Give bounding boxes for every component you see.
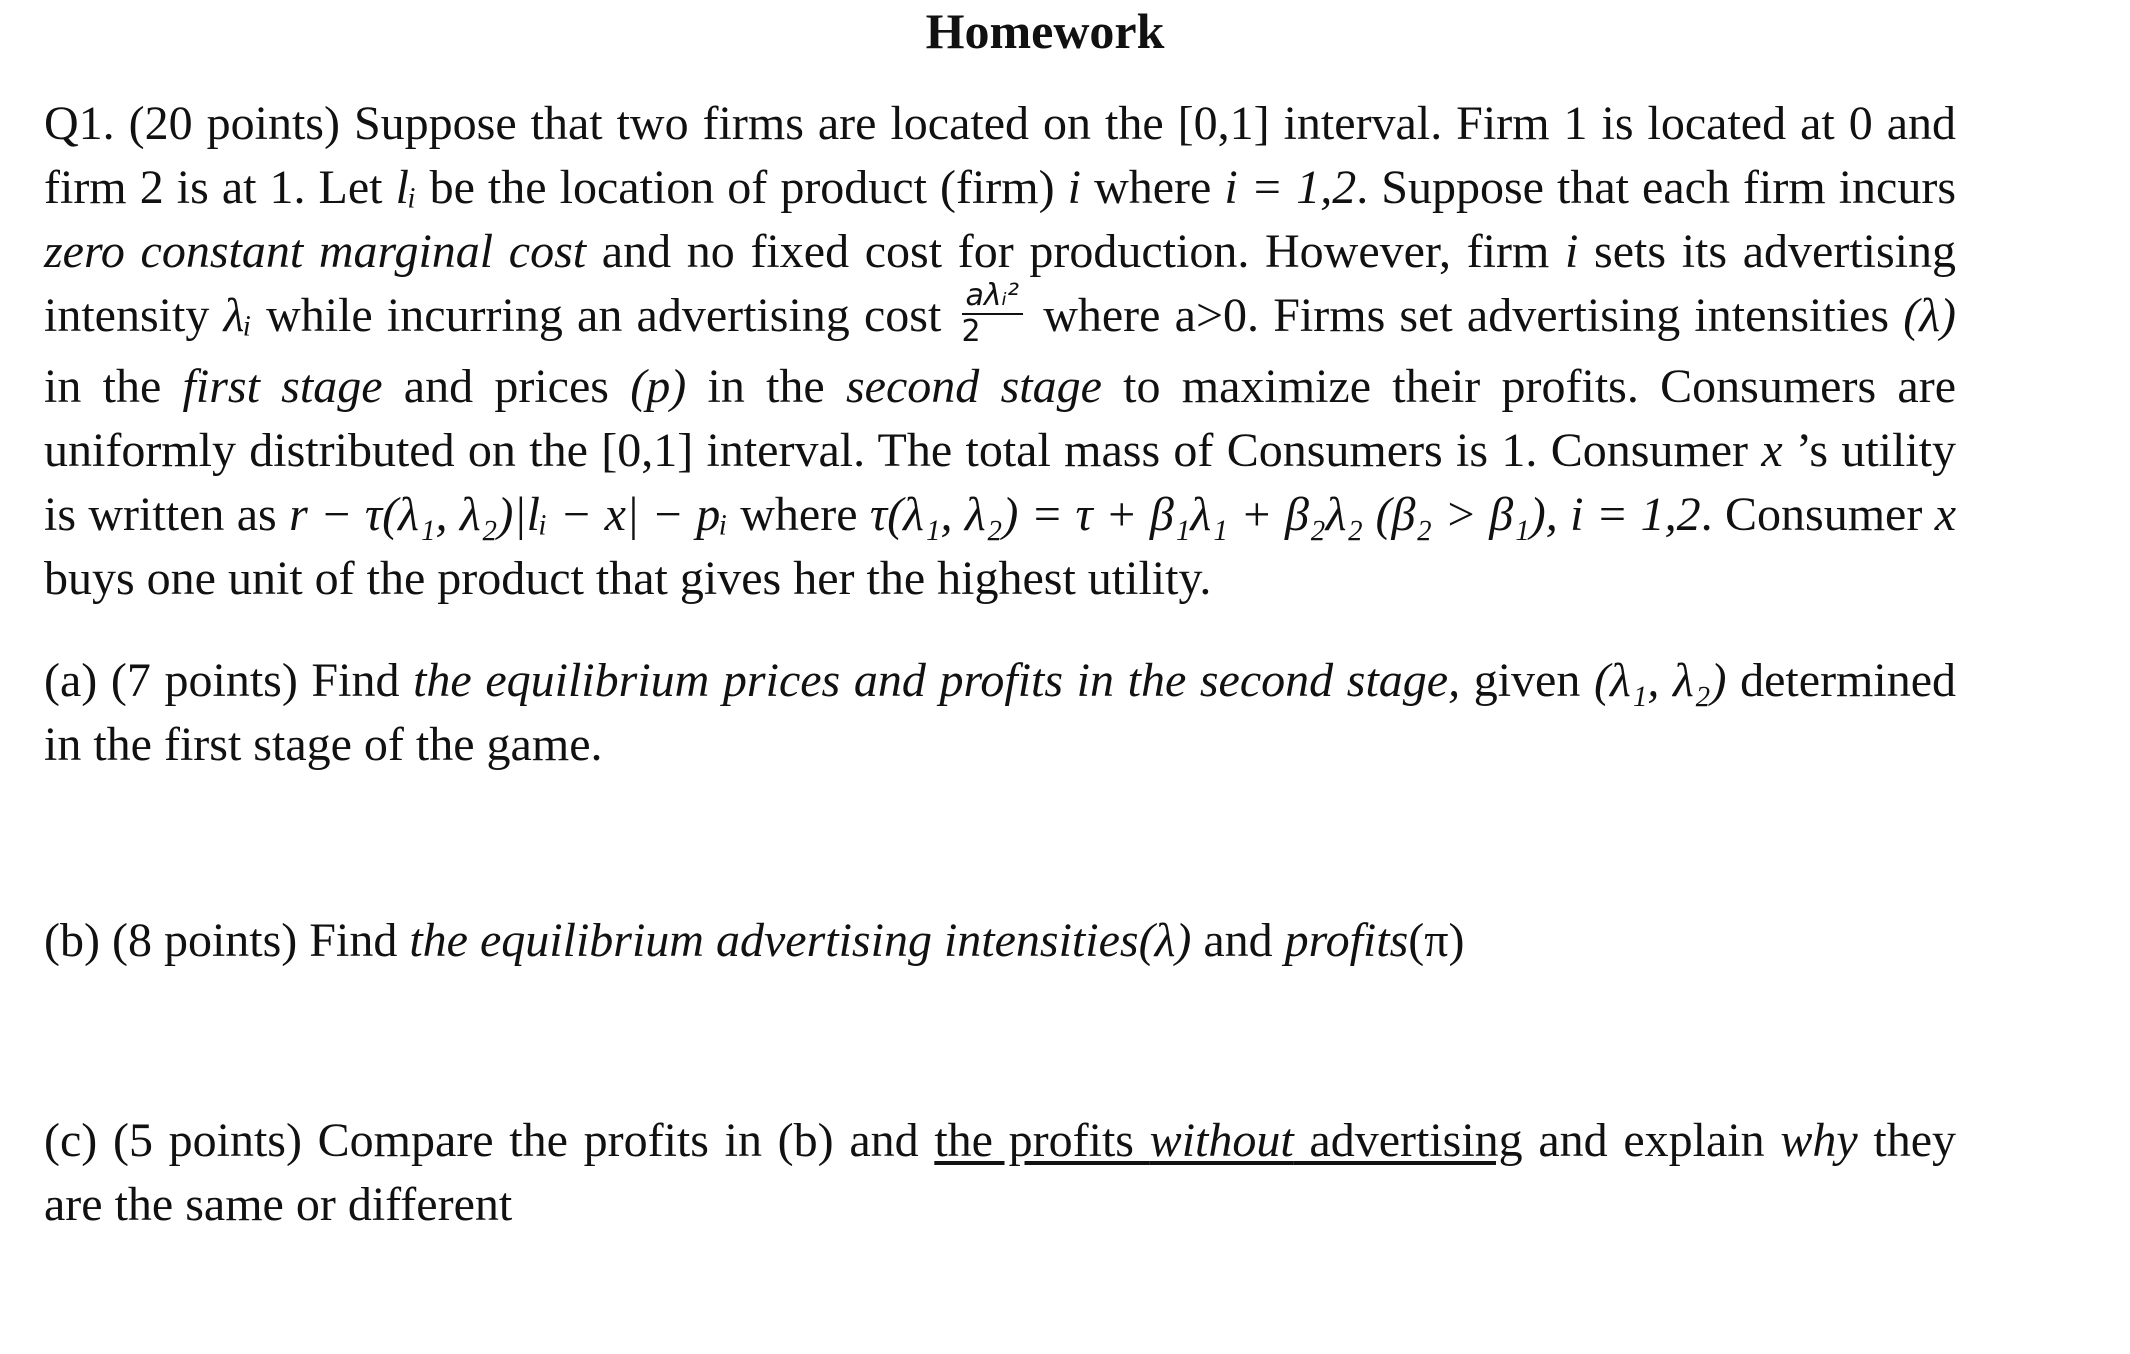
- page-title: Homework: [925, 3, 1165, 59]
- part-a: (a) (7 points) Find the equilibrium prices and profits in the second stage, given (λ₁, λ₂) determined in the first stage of the game.: [44, 653, 1957, 771]
- advertising-cost-fraction: $\frac{\text{aλᵢ²}}{2}$: [962, 279, 1024, 349]
- utility-formula: r − τ(λ₁, λ₂)|lᵢ − x| − pᵢ: [289, 487, 728, 541]
- part-b: (b) (8 points) Find the equilibrium advertising intensities(λ) and profits(π): [44, 913, 1465, 967]
- homework-page: [44, 0, 1956, 1237]
- underlined-phrase: the profits without advertising: [934, 1113, 1523, 1167]
- question-1: Q1. (20 points) Suppose that two firms are located on the [0,1] interval. Firm 1 is located at 0 and firm 2 is at 1. Let lᵢ be the location of product (firm) i where i = 1,2. Suppose that each firm incurs zero constant marginal cost and no fixed cost for production. However, firm i sets its advertising intensity λᵢ while incurring an advertising cost $\frac{\text{aλᵢ²}}{2}$ where a>0. Firms set advertising intensities (λ) in the first stage and prices (p) in the second stage to maximize their profits. Consumers are uniformly distributed on the [0,1] interval. The total mass of Consumers is 1. Consumer x ’s utility is written as r − τ(λ₁, λ₂)|lᵢ − x| − pᵢ where τ(λ₁, λ₂) = τ + β₁λ₁ + β₂λ₂ (β₂ > β₁), i = 1,2. Consumer x buys one unit of the product that gives her the highest utility.: [44, 97, 1957, 605]
- part-c: (c) (5 points) Compare the profits in (b) and the profits without advertising and explain why they are the same or different: [44, 1113, 1957, 1231]
- tau-definition: τ(λ₁, λ₂) = τ + β₁λ₁ + β₂λ₂ (β₂ > β₁), i = 1,2: [869, 487, 1701, 541]
